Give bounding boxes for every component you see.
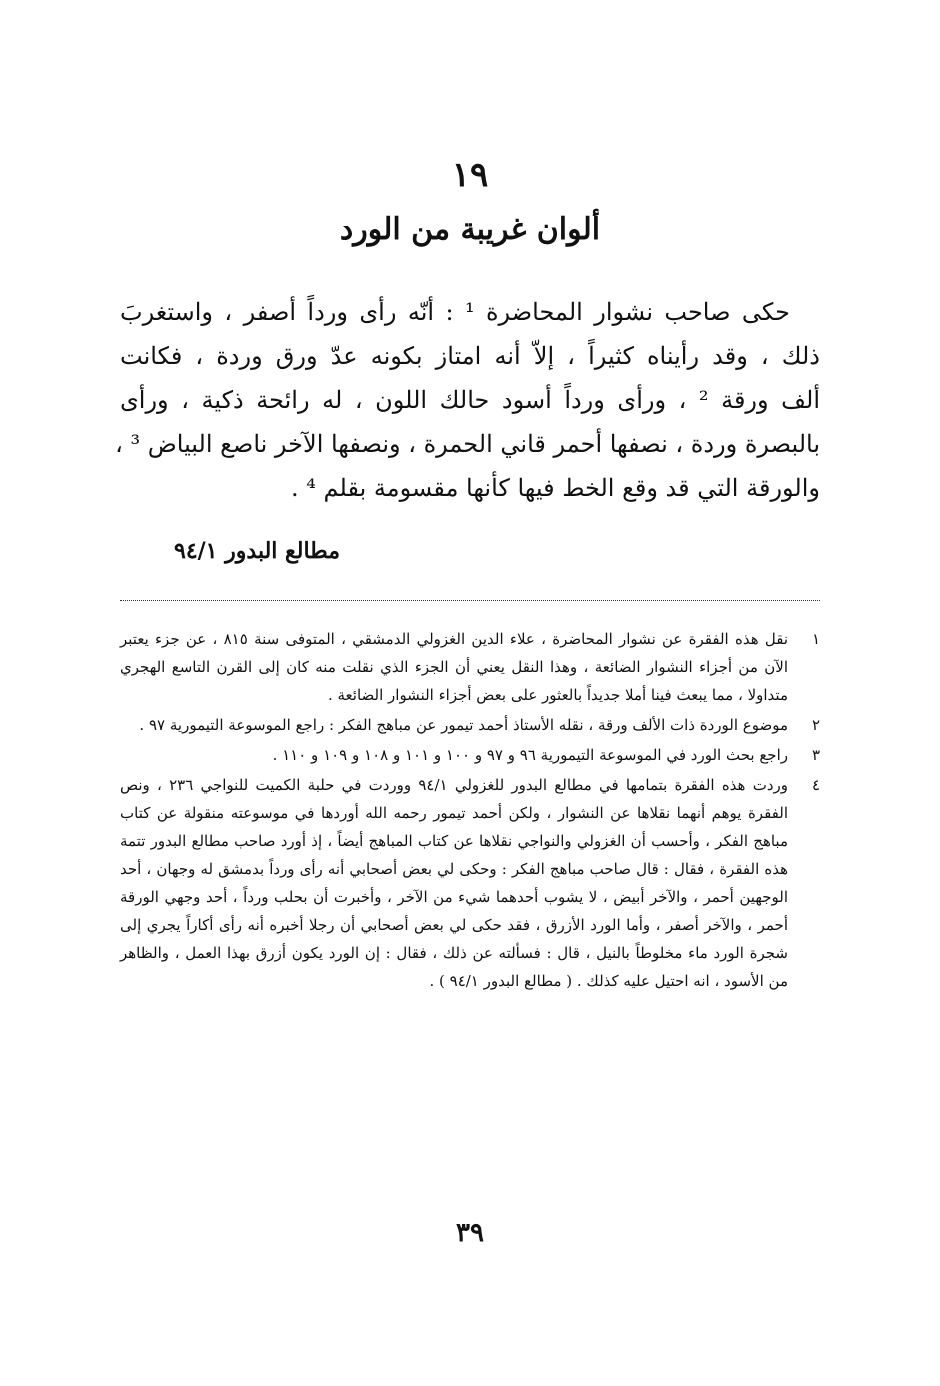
paragraph-line: بالبصرة وردة ، نصفها أحمر قاني الحمرة ، ونصفها الآخر ناصع البياض ³ ، (115, 430, 820, 458)
footnote-separator (120, 600, 820, 601)
footnote (120, 711, 820, 739)
footnote-text: نقل هذه الفقرة عن نشوار المحاضرة ، علاء الدين الغزولي الدمشقي ، المتوفى سنة ٨١٥ ، عن جزء يعتبر الآن من أجزاء النشوار الضائعة ، وهذا النقل يعني أن الجزء الذي نقلت منه كان إلى القرن التاسع الهجري متداولا ، مما يبعث فينا أملا جديداً بالعثور على بعض أجزاء النشوار الضائعة . (120, 630, 788, 704)
footnote-number: ١ (811, 630, 820, 648)
paragraph-line: ذلك ، وقد رأيناه كثيراً ، إلاّ أنه امتاز بكونه عدّ ورق وردة ، فكانت (120, 342, 820, 370)
footnote-number: ٤ (811, 776, 820, 794)
footnote-text: موضوع الوردة ذات الألف ورقة ، نقله الأستاذ أحمد تيمور عن مباهج الفكر : راجع الموسوعة التيمورية ٩٧ . (139, 716, 788, 734)
footnote-text: راجع بحث الورد في الموسوعة التيمورية ٩٦ و ٩٧ و ١٠٠ و ١٠١ و ١٠٨ و ١٠٩ و ١١٠ . (272, 746, 788, 764)
paragraph-line: ألف ورقة ² ، ورأى ورداً أسود حالك اللون ، له رائحة ذكية ، ورأى (120, 386, 820, 414)
chapter-title: ألوان غريبة من الورد (339, 212, 601, 247)
chapter-number: ١٩ (451, 155, 489, 195)
source-citation: مطالع البدور ٩٤/١ (174, 538, 340, 564)
paragraph-line: والورقة التي قد وقع الخط فيها كأنها مقسومة بقلم ⁴ . (291, 474, 820, 502)
footnote-text: وردت هذه الفقرة بتمامها في مطالع البدور للغزولي ٩٤/١ ووردت في حلبة الكميت للنواجي ٢٣٦ ، ونص الفقرة يوهم أنهما نقلاها عن النشوار ، ولكن أحمد تيمور رحمه الله أوردها في موسوعته منقولة عن كتاب مباهج الفكر ، وأحسب أن الغزولي والنواجي نقلاها عن كتاب المباهج أيضاً ، إذ أورد صاحب مطالع البدور تتمة هذه الفقرة ، فقال : قال صاحب مباهج الفكر : وحكى لي بعض أصحابي أنه رأى ورداً بدمشق له وجهان ، أحد الوجهين أحمر ، والآخر أبيض ، لا يشوب أحدهما شيء من الآخر ، وأخبرت أن بحلب ورداً ، أحد وجهي الورقة أحمر ، والآخر أصفر ، وأما الورد الأزرق ، فقد حكى لي بعض أصحابي أن رجلا أخبره أنه رأى أكاراً يجري إلى شجرة الورد ماء مخلوطاً بالنيل ، قال : فسألته عن ذلك ، فقال : إن الورد يكون أزرق بهذا العمل ، والظاهر من الأسود ، انه احتيل عليه كذلك . ( مطالع البدور ٩٤/١ ) . (120, 776, 788, 990)
footnote-number: ٢ (811, 716, 820, 734)
footnote (120, 625, 820, 709)
page-number: ٣٩ (456, 1218, 484, 1248)
main-paragraph (115, 290, 820, 510)
paragraph-line: حكى صاحب نشوار المحاضرة ¹ : أنّه رأى ورداً أصفر ، واستغربَ (120, 298, 791, 326)
footnotes (120, 625, 820, 997)
footnote (120, 741, 820, 769)
footnote (120, 771, 820, 995)
footnote-number: ٣ (811, 746, 820, 764)
